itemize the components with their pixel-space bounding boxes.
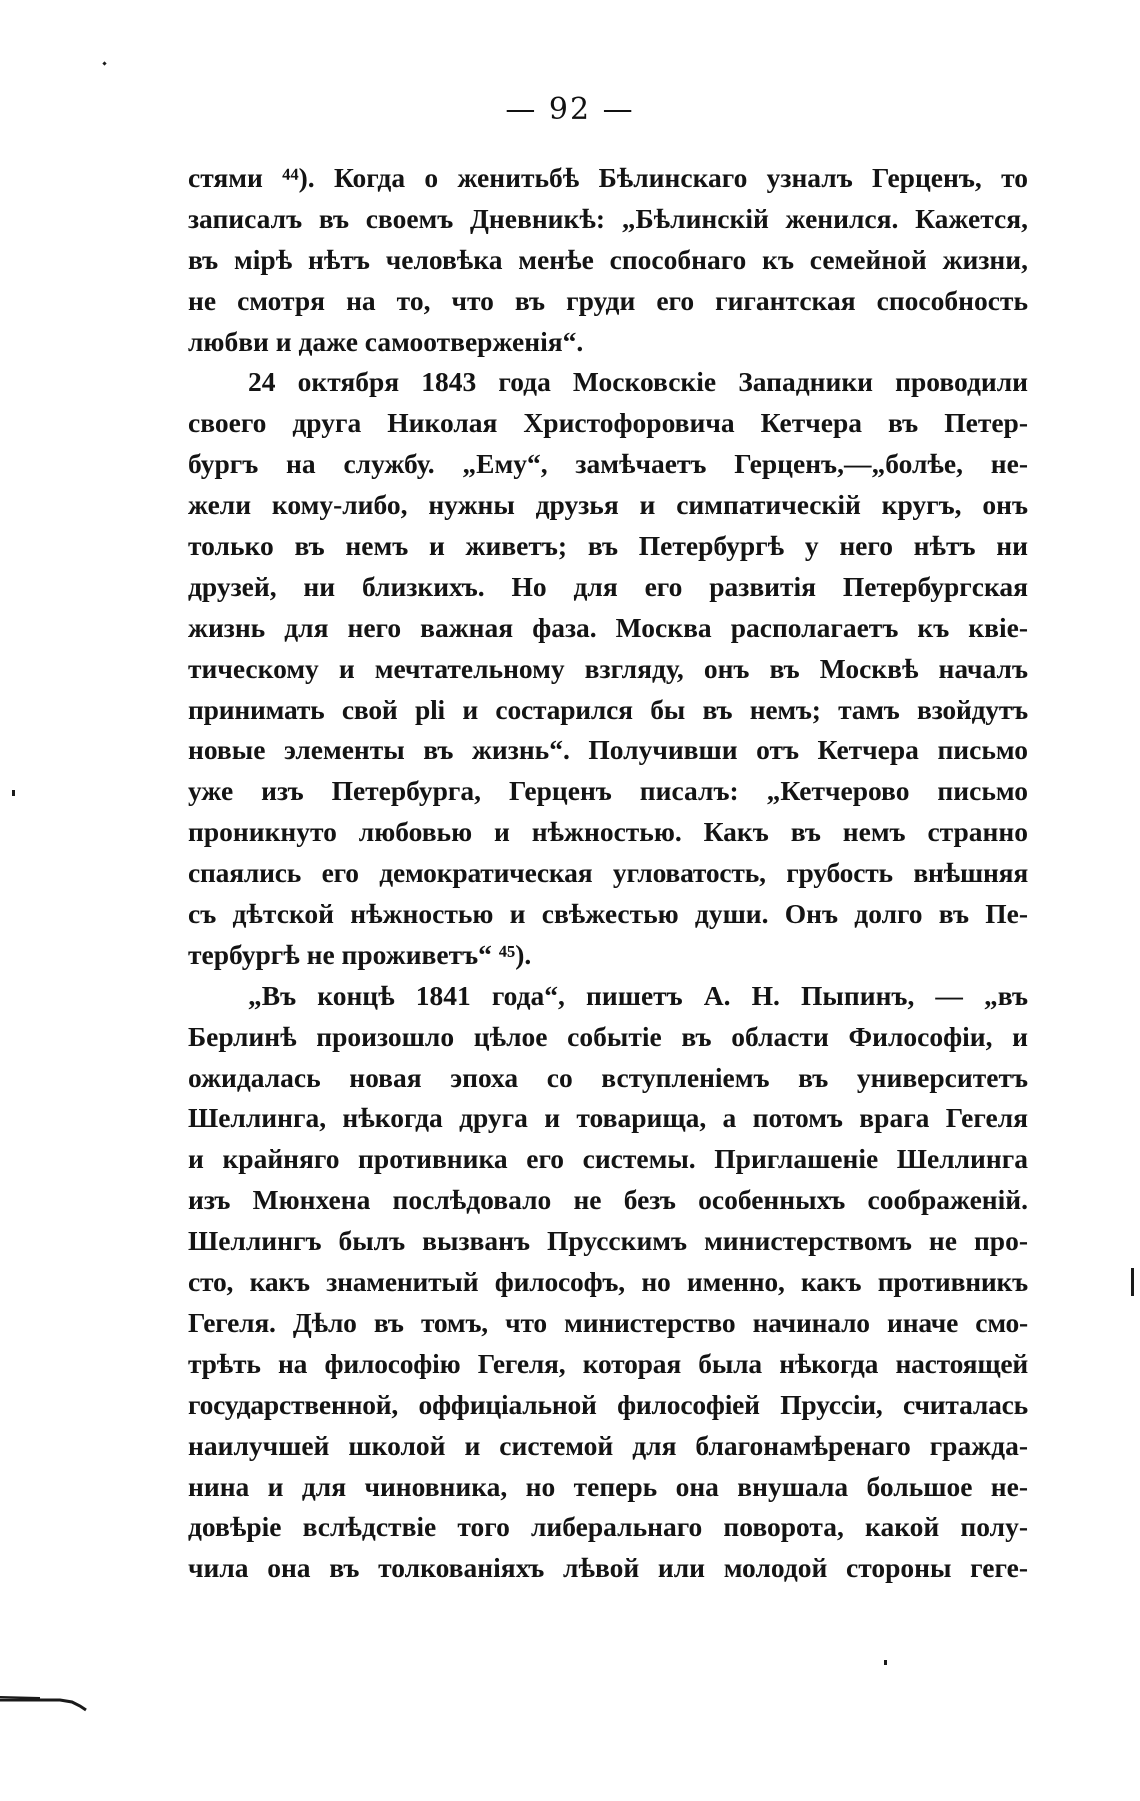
text-line: чила она въ толкованіяхъ лѣвой или молодой стороны геге- (188, 1552, 1028, 1584)
text-line: бургъ на службу. „Ему“, замѣчаетъ Герценъ,—„болѣе, не- (188, 448, 1028, 480)
text-line: довѣріе вслѣдствіе того либеральнаго поворота, какой полу- (188, 1511, 1028, 1543)
text-line: ожидалась новая эпоха со вступленіемъ въ университетъ (188, 1061, 1028, 1093)
text-line: своего друга Николая Христофоровича Кетчера въ Петер- (188, 407, 1028, 439)
scan-speck (884, 1660, 887, 1665)
scan-speck (12, 790, 15, 796)
text-line: „Въ концѣ 1841 года“, пишетъ А. Н. Пыпинъ, — „въ (248, 979, 1028, 1011)
text-line: тическому и мечтательному взгляду, онъ въ Москвѣ началъ (188, 652, 1028, 684)
text-line: тербургѣ не проживетъ“ ⁴⁵). (188, 938, 532, 970)
text-line: стями ⁴⁴). Когда о женитьбѣ Бѣлинскаго узналъ Герценъ, то (188, 162, 1028, 193)
text-line: нина и для чиновника, но теперь она внушала большое не- (188, 1470, 1028, 1502)
text-line: новые элементы въ жизнь“. Получивши отъ Кетчера письмо (188, 734, 1028, 766)
text-line: и крайняго противника его системы. Приглашеніе Шеллинга (188, 1143, 1028, 1175)
text-line: наилучшей школой и системой для благонамѣренаго гражда- (188, 1429, 1028, 1461)
scan-edge-mark (0, 1690, 90, 1712)
text-line: государственной, оффиціальной философіей Пруссіи, считалась (188, 1388, 1028, 1420)
text-line: Шеллингъ былъ вызванъ Прусскимъ министерствомъ не про- (188, 1225, 1028, 1257)
text-line: спаялись его демократическая угловатость, грубость внѣшняя (188, 857, 1028, 889)
text-line: Гегеля. Дѣло въ томъ, что министерство начинало иначе смо- (188, 1306, 1028, 1338)
text-line: 24 октября 1843 года Московскіе Западники проводили (248, 366, 1028, 398)
text-line: уже изъ Петербурга, Герценъ писалъ: „Кетчерово письмо (188, 775, 1028, 807)
text-line: трѣть на философію Гегеля, которая была нѣкогда настоящей (188, 1347, 1028, 1379)
scan-speck (102, 61, 106, 65)
text-line: сто, какъ знаменитый философъ, но именно, какъ противникъ (188, 1266, 1028, 1298)
text-line: съ дѣтской нѣжностью и свѣжестью души. Онъ долго въ Пе- (188, 898, 1028, 930)
text-line: любви и даже самоотверженія“. (188, 325, 584, 357)
text-line: записалъ въ своемъ Дневникѣ: „Бѣлинскій женился. Кажется, (188, 202, 1028, 234)
scan-speck (1131, 1268, 1134, 1296)
text-line: не смотря на то, что въ груди его гигантская способность (188, 284, 1028, 316)
text-line: проникнуто любовью и нѣжностью. Какъ въ немъ странно (188, 816, 1028, 848)
text-line: въ мірѣ нѣтъ человѣка менѣе способнаго къ семейной жизни, (188, 243, 1028, 275)
text-line: принимать свой pli и состарился бы въ немъ; тамъ взойдутъ (188, 693, 1028, 725)
body-text (188, 158, 1028, 1589)
text-line: только въ немъ и живетъ; въ Петербургѣ у него нѣтъ ни (188, 530, 1028, 562)
text-line: жели кому-либо, нужны друзья и симпатическій кругъ, онъ (188, 489, 1028, 521)
text-line: Берлинѣ произошло цѣлое событіе въ области Философіи, и (188, 1020, 1028, 1052)
text-line: изъ Мюнхена послѣдовало не безъ особенныхъ соображеній. (188, 1184, 1028, 1216)
text-line: жизнь для него важная фаза. Москва располагаетъ къ квіе- (188, 611, 1028, 643)
page-number: — 92 — (505, 92, 635, 127)
text-line: Шеллинга, нѣкогда друга и товарища, а потомъ врага Гегеля (188, 1102, 1028, 1134)
text-line: друзей, ни близкихъ. Но для его развитія Петербургская (188, 570, 1028, 602)
